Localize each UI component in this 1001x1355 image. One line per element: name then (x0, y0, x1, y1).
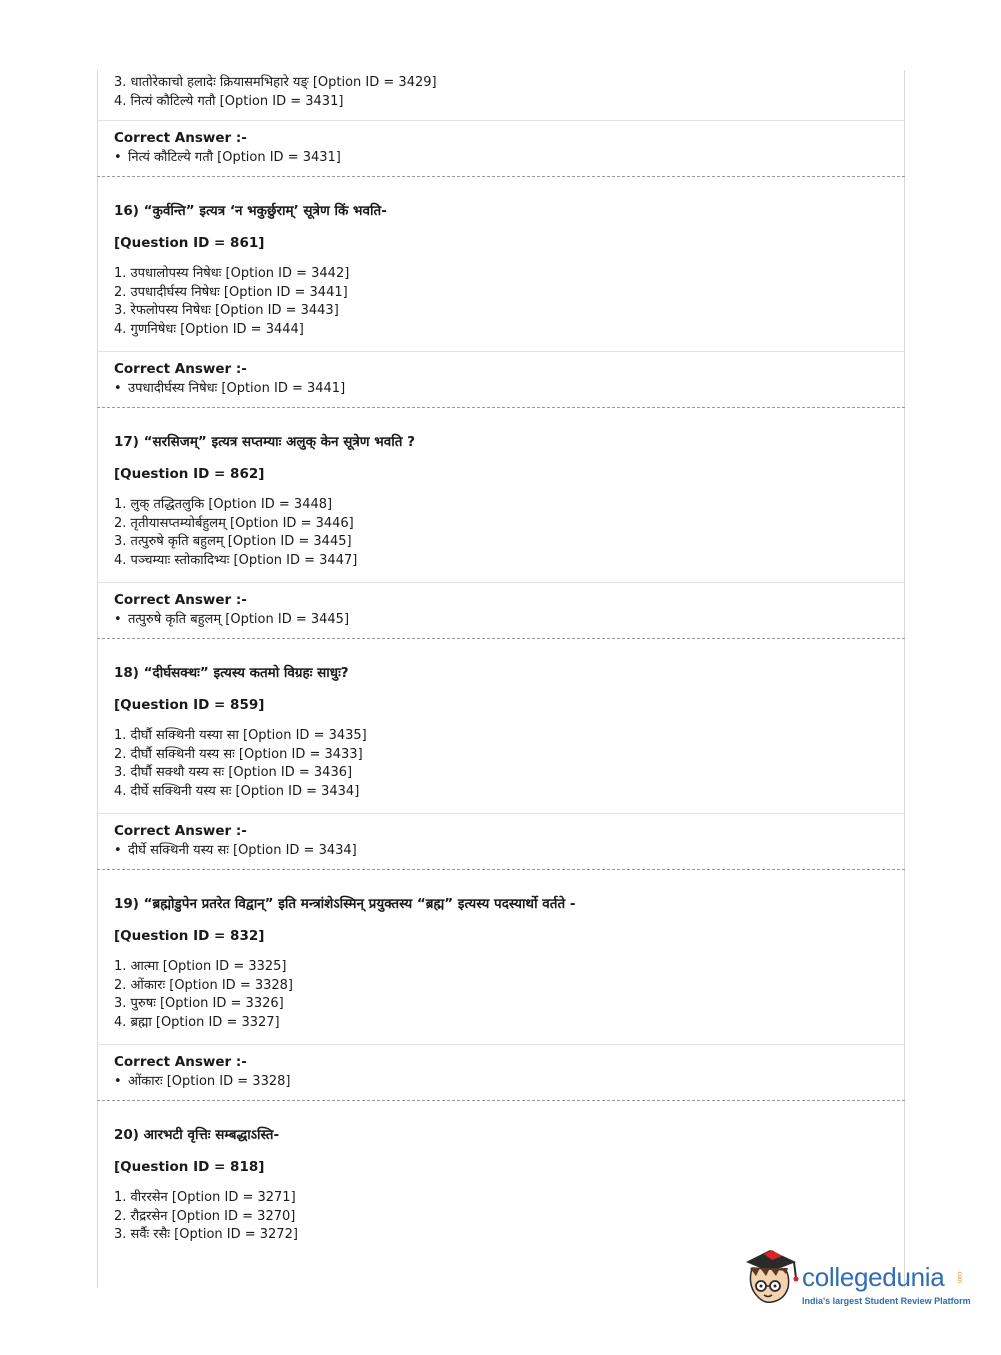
correct-answer: • ओंकारः [Option ID = 3328] (114, 1074, 291, 1089)
question-id: [Question ID = 861] (114, 235, 265, 251)
question-title: 19) “ब्रह्मोडुपेन प्रतरेत विद्वान्” इति मन्त्रांशेऽस्मिन् प्रयुक्तस्य “ब्रह्म” इत्यस्य पदस्यार्थो वर्तते - (114, 896, 576, 912)
option: 4. ब्रह्मा [Option ID = 3327] (114, 1014, 280, 1030)
prev-question-options (98, 70, 904, 111)
collegedunia-logo (742, 1248, 972, 1312)
option: 4. पञ्चम्याः स्तोकादिभ्यः [Option ID = 3447] (114, 552, 358, 568)
option: 2. उपधादीर्घस्य निषेधः [Option ID = 3441] (114, 284, 348, 300)
option: 4. नित्यं कौटिल्ये गतौ [Option ID = 3431] (114, 93, 344, 109)
correct-answer-text: ओंकारः [Option ID = 3328] (128, 1074, 291, 1089)
question-block (98, 1101, 904, 1257)
correct-answer: • दीर्घे सक्थिनी यस्य सः [Option ID = 3434] (114, 843, 357, 858)
option: 3. पुरुषः [Option ID = 3326] (114, 996, 284, 1011)
question-title: 18) “दीर्घसक्थः” इत्यस्य कतमो विग्रहः साधुः? (114, 665, 349, 681)
correct-answer-label: Correct Answer :- (114, 130, 247, 146)
option: 3. सर्वैः रसैः [Option ID = 3272] (114, 1227, 298, 1242)
correct-answer: • नित्यं कौटिल्ये गतौ [Option ID = 3431] (114, 150, 341, 165)
question-options (114, 1189, 888, 1257)
correct-answer-text: दीर्घे सक्थिनी यस्य सः [Option ID = 3434] (128, 843, 357, 858)
question-block (98, 870, 904, 1044)
option: 3. दीर्घौ सक्थौ यस्य सः [Option ID = 3436] (114, 765, 353, 780)
option: 1. वीररसेन [Option ID = 3271] (114, 1190, 296, 1205)
option: 3. तत्पुरुषे कृति बहुलम् [Option ID = 3445] (114, 534, 352, 549)
option: 2. तृतीयासप्तम्योर्बहुलम् [Option ID = 3446] (114, 515, 354, 531)
option: 2. ओंकारः [Option ID = 3328] (114, 977, 293, 993)
correct-answer-text: उपधादीर्घस्य निषेधः [Option ID = 3441] (128, 381, 346, 396)
correct-answer-block (98, 351, 904, 405)
correct-answer-block (98, 582, 904, 636)
logo-domain-suffix: .com (956, 1270, 962, 1284)
question-block (98, 408, 904, 582)
question-options (114, 265, 888, 351)
option: 3. रेफलोपस्य निषेधः [Option ID = 3443] (114, 303, 339, 318)
correct-answer-block (98, 1044, 904, 1098)
correct-answer-label: Correct Answer :- (114, 1054, 247, 1070)
question-options (114, 496, 888, 582)
question-id: [Question ID = 859] (114, 697, 265, 713)
question-block (98, 177, 904, 351)
correct-answer-label: Correct Answer :- (114, 823, 247, 839)
correct-answer-label: Correct Answer :- (114, 361, 247, 377)
option: 2. दीर्घौ सक्थिनी यस्य सः [Option ID = 3433] (114, 746, 363, 762)
correct-answer-block (98, 813, 904, 867)
correct-answer-text: नित्यं कौटिल्ये गतौ [Option ID = 3431] (128, 150, 341, 165)
question-title: 17) “सरसिजम्” इत्यत्र सप्तम्याः अलुक् केन सूत्रेण भवति ? (114, 434, 415, 450)
question-block (98, 639, 904, 813)
correct-answer-text: तत्पुरुषे कृति बहुलम् [Option ID = 3445] (128, 612, 350, 627)
document-page (97, 70, 905, 1288)
option: 1. दीर्घौ सक्थिनी यस्या सा [Option ID = 3435] (114, 728, 367, 743)
option: 2. रौद्ररसेन [Option ID = 3270] (114, 1208, 296, 1224)
question-options (114, 727, 888, 813)
correct-answer-block (98, 120, 904, 174)
logo-tagline: India's largest Student Review Platform (802, 1296, 971, 1306)
question-id: [Question ID = 818] (114, 1159, 265, 1175)
option: 4. गुणनिषेधः [Option ID = 3444] (114, 321, 304, 337)
correct-answer: • उपधादीर्घस्य निषेधः [Option ID = 3441] (114, 381, 346, 396)
option: 1. उपधालोपस्य निषेधः [Option ID = 3442] (114, 266, 350, 281)
correct-answer-label: Correct Answer :- (114, 592, 247, 608)
option: 3. धातोरेकाचो हलादेः क्रियासमभिहारे यङ् [Option ID = 3429] (114, 75, 437, 90)
question-options (114, 958, 888, 1044)
mascot-icon (742, 1248, 800, 1308)
question-id: [Question ID = 832] (114, 928, 265, 944)
correct-answer: • तत्पुरुषे कृति बहुलम् [Option ID = 3445] (114, 612, 350, 627)
logo-wordmark: collegedunia (802, 1262, 945, 1292)
question-id: [Question ID = 862] (114, 466, 265, 482)
option: 1. आत्मा [Option ID = 3325] (114, 959, 287, 974)
option: 1. लुक् तद्धितलुकि [Option ID = 3448] (114, 497, 333, 512)
option: 4. दीर्घे सक्थिनी यस्य सः [Option ID = 3434] (114, 783, 360, 799)
question-title: 16) “कुर्वन्ति” इत्यत्र ‘न भकुर्छुराम्’ सूत्रेण किं भवति- (114, 203, 387, 219)
question-title: 20) आरभटी वृत्तिः सम्बद्धाऽस्ति- (114, 1127, 280, 1143)
